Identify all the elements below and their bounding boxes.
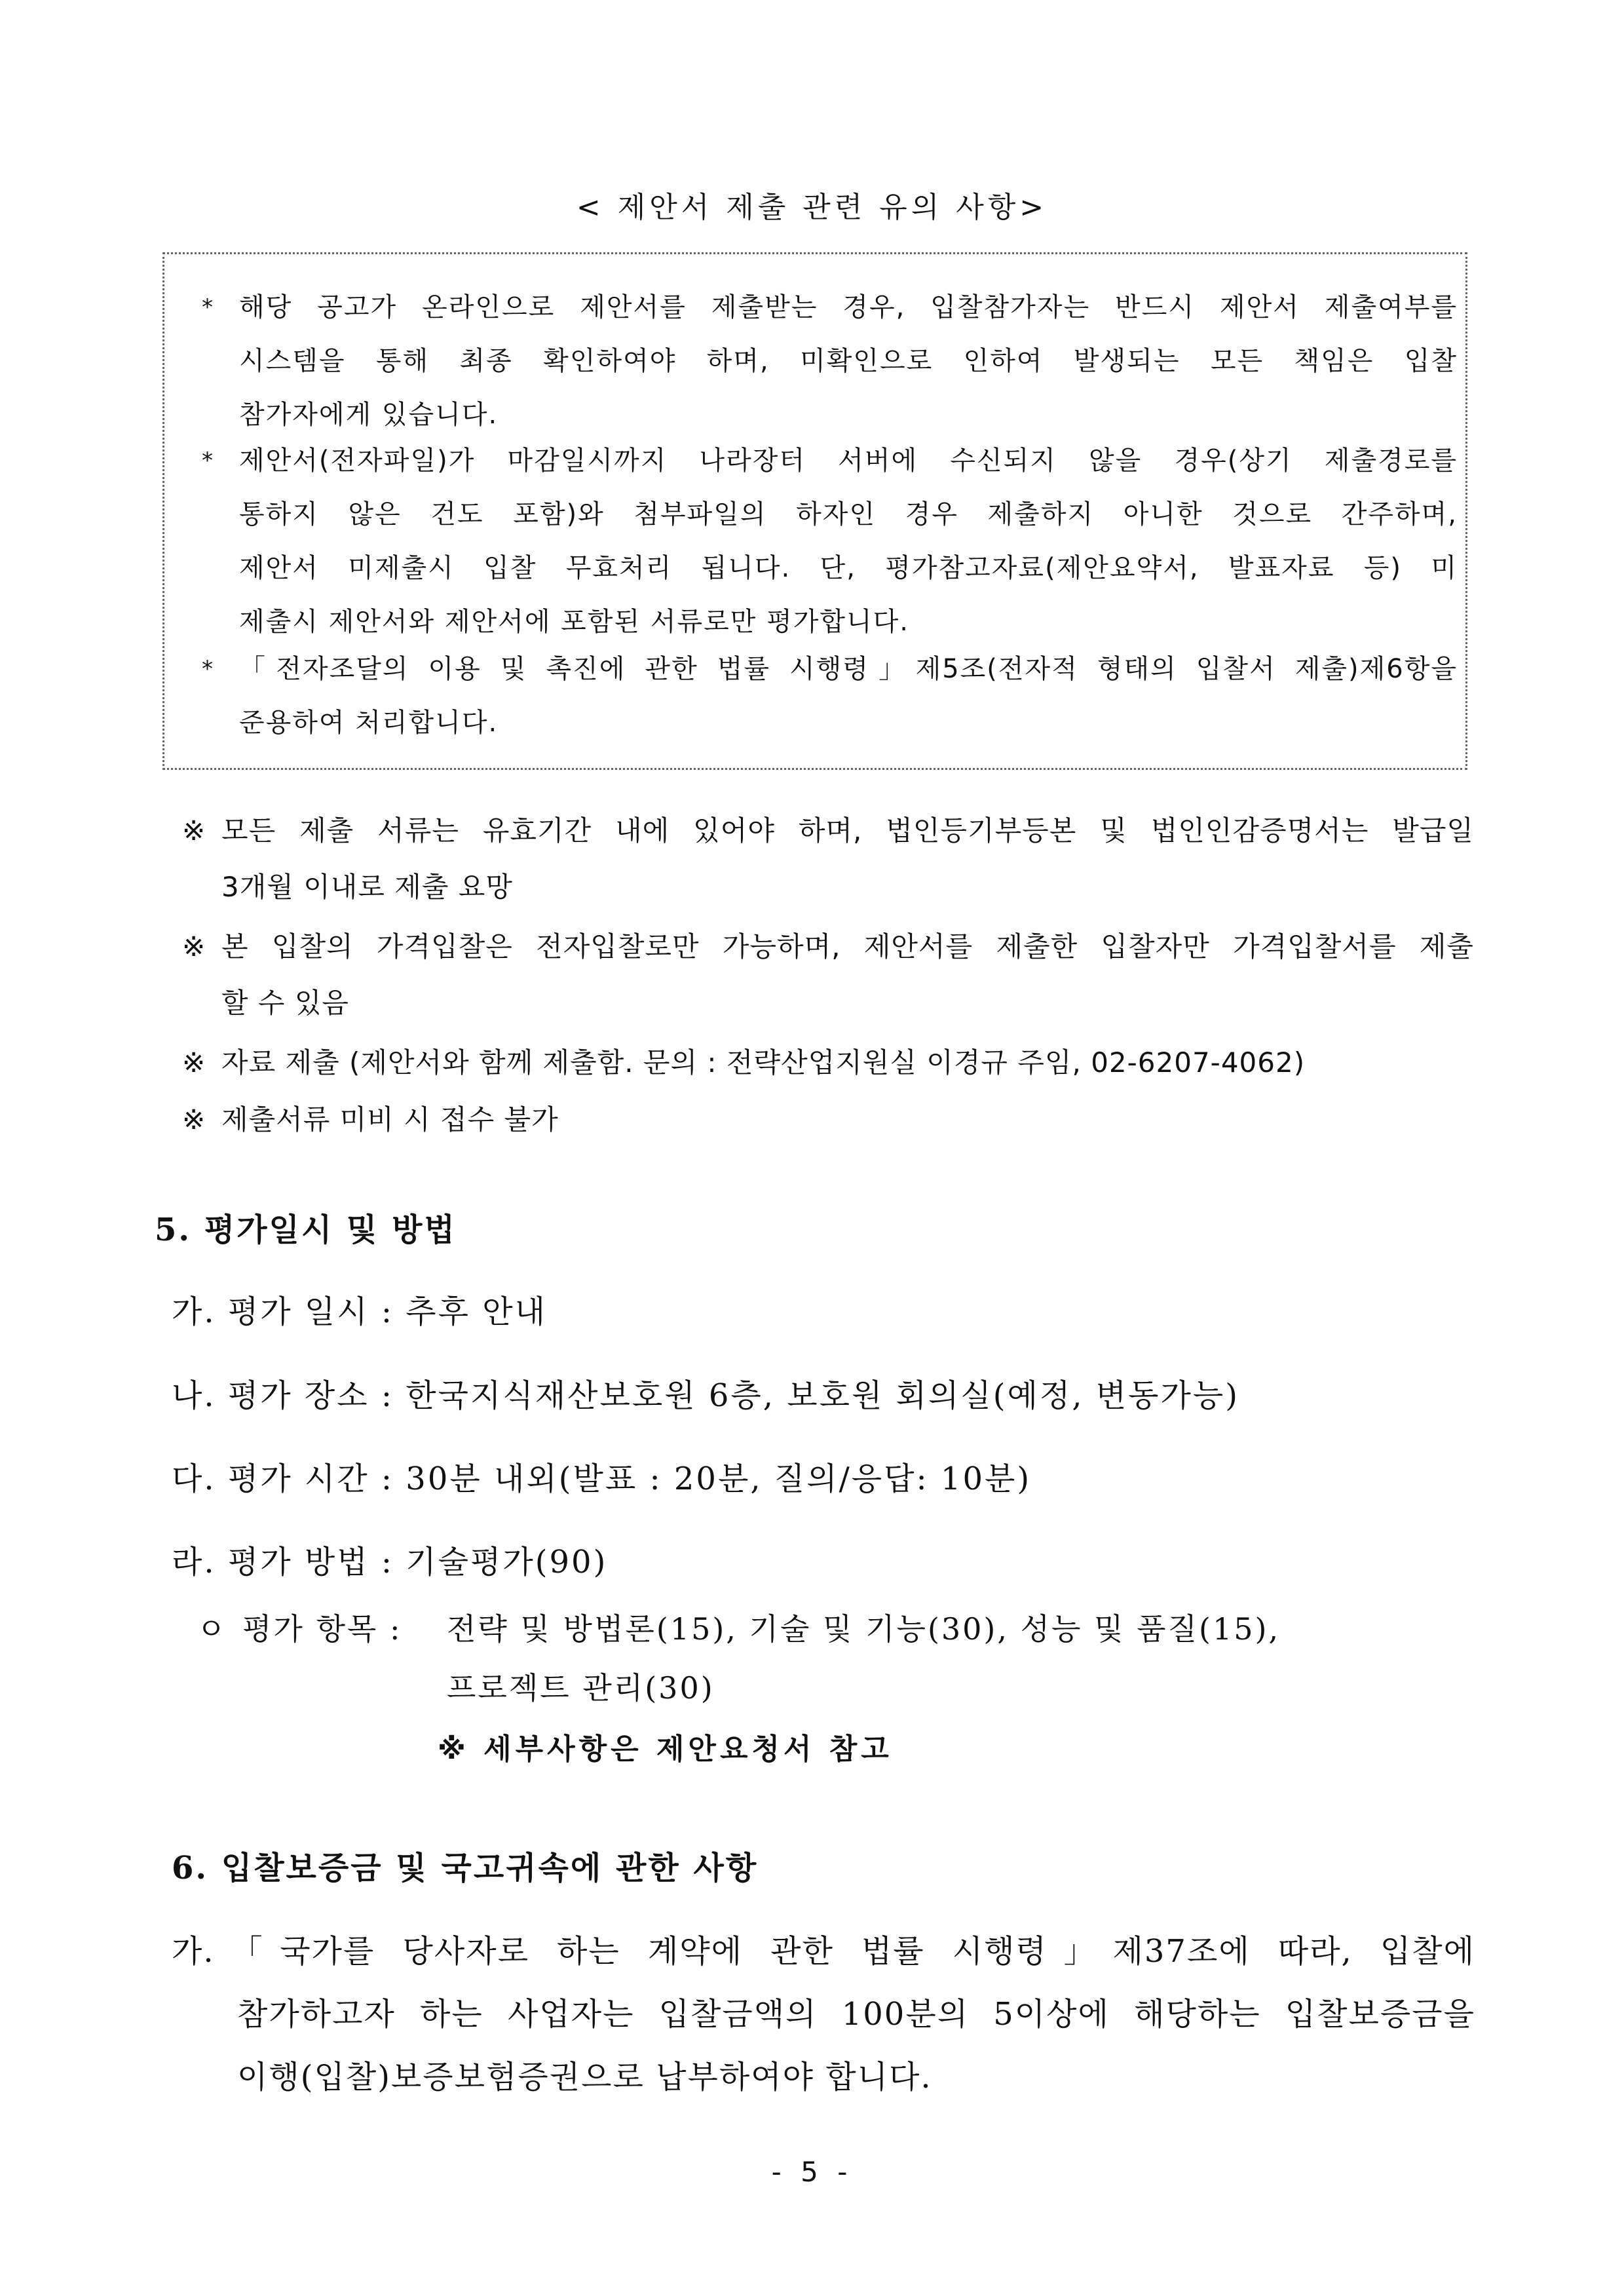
note-line: 할 수 있음 (221, 987, 349, 1019)
note-line: 모든 제출 서류는 유효기간 내에 있어야 하며, 법인등기부등본 및 법인인감증명서는 발급일 (221, 814, 1474, 847)
bullet-line: 준용하여 처리합니다. (239, 708, 499, 738)
bullet-line: 제출시 제안서와 제안서에 포함된 서류로만 평가합니다. (239, 607, 910, 637)
page-number: - 5 - (771, 2156, 853, 2188)
note-line: 3개월 이내로 제출 요망 (221, 871, 513, 903)
eval-time-item: 다. 평가 시간 : 30분 내외(발표 : 20분, 질의/응답: 10분) (172, 1461, 1032, 1497)
note-mark: ※ (182, 1103, 206, 1136)
notice-bullet-2 (239, 434, 1458, 649)
bullet-line: 제안서(전자파일)가 마감일시까지 나라장터 서버에 수신되지 않을 경우(상기 제출경로를 (239, 446, 1458, 476)
para-line: 이행(입찰)보증보험증권으로 납부하여야 합니다. (237, 2059, 932, 2095)
note-item-3 (221, 1035, 1474, 1091)
section-6-paragraph (172, 1920, 1475, 2109)
note-mark: ※ (182, 930, 206, 963)
note-item-4 (221, 1092, 1474, 1148)
notice-bullet-1 (239, 280, 1458, 442)
eval-criteria-line-1: 전략 및 방법론(15), 기술 및 기능(30), 성능 및 품질(15), (447, 1611, 1281, 1647)
note-line: 본 입찰의 가격입찰은 전자입찰로만 가능하며, 제안서를 제출한 입찰자만 가격입찰서를 제출 (221, 930, 1474, 963)
notice-bullet-3 (239, 642, 1458, 750)
bullet-star: * (202, 656, 213, 682)
section-6-heading: 6. 입찰보증금 및 국고귀속에 관한 사항 (172, 1850, 759, 1886)
bullet-line: 「전자조달의 이용 및 촉진에 관한 법률 시행령」제5조(전자적 형태의 입찰서 제출)제6항을 (239, 654, 1458, 684)
para-line: 가.「국가를 당사자로 하는 계약에 관한 법률 시행령」제37조에 따라, 입찰에 (172, 1933, 1475, 1970)
bullet-star: * (202, 294, 213, 320)
notice-title: < 제안서 제출 관련 유의 사항> (576, 191, 1048, 224)
note-item-1 (221, 803, 1474, 915)
bullet-star: * (202, 448, 213, 474)
eval-method-item: 라. 평가 방법 : 기술평가(90) (172, 1544, 608, 1580)
sub-bullet: ㅇ (197, 1611, 228, 1647)
note-item-2 (221, 919, 1474, 1031)
section-5-heading: 5. 평가일시 및 방법 (155, 1212, 457, 1248)
eval-date-item: 가. 평가 일시 : 추후 안내 (172, 1293, 548, 1330)
eval-criteria-label: 평가 항목 : (242, 1611, 402, 1647)
bullet-line: 제안서 미제출시 입찰 무효처리 됩니다. 단, 평가참고자료(제안요약서, 발표자료 등) 미 (239, 553, 1458, 583)
bullet-line: 해당 공고가 온라인으로 제안서를 제출받는 경우, 입찰참가자는 반드시 제안서 제출여부를 (239, 292, 1458, 322)
eval-criteria-line-2: 프로젝트 관리(30) (447, 1670, 715, 1706)
note-mark: ※ (182, 1046, 206, 1079)
bullet-line: 통하지 않은 건도 포함)와 첨부파일의 하자인 경우 제출하지 아니한 것으로 간주하며, (239, 499, 1458, 529)
eval-place-item: 나. 평가 장소 : 한국지식재산보호원 6층, 보호원 회의실(예정, 변동가능) (172, 1377, 1239, 1414)
bullet-line: 참가자에게 있습니다. (239, 400, 499, 430)
note-mark: ※ (182, 814, 206, 847)
bullet-line: 시스템을 통해 최종 확인하여야 하며, 미확인으로 인하여 발생되는 모든 책임은 입찰 (239, 346, 1458, 376)
eval-reference-note: ※ 세부사항은 제안요청서 참고 (438, 1732, 893, 1766)
note-line: 제출서류 미비 시 접수 불가 (221, 1103, 559, 1136)
note-line: 자료 제출 (제안서와 함께 제출함. 문의 : 전략산업지원실 이경규 주임, 02-6207-4062) (221, 1046, 1306, 1079)
para-line: 참가하고자 하는 사업자는 입찰금액의 100분의 5이상에 해당하는 입찰보증금을 (237, 1996, 1475, 2033)
